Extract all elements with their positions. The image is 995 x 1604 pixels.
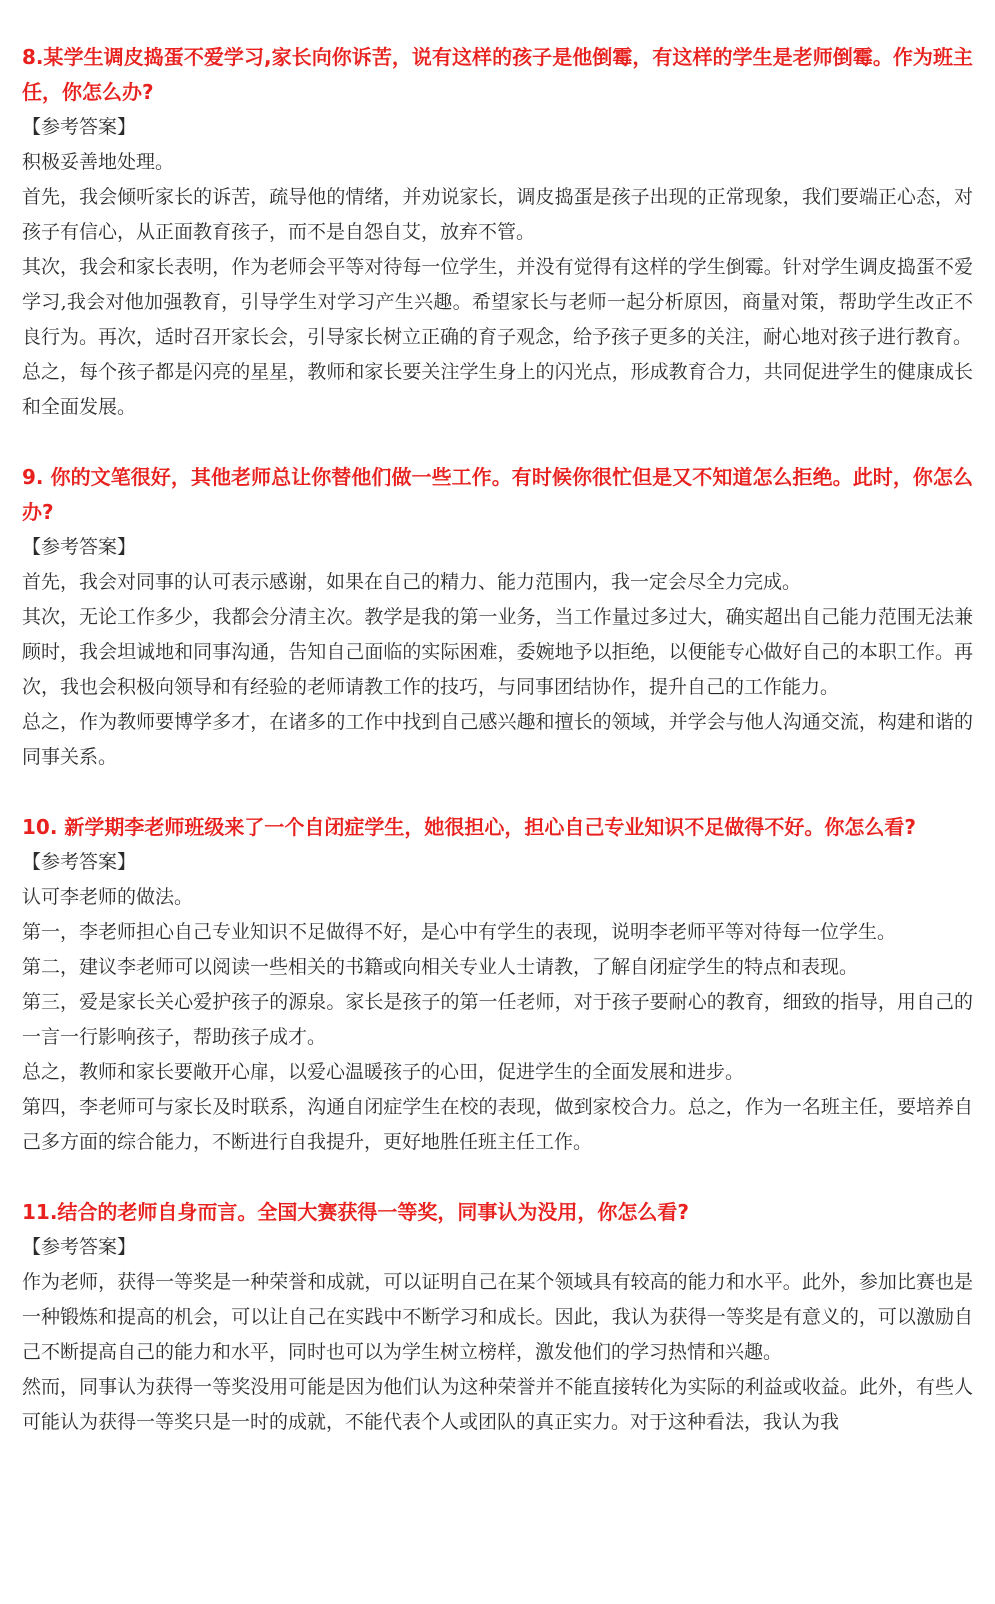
answer-paragraph: 积极妥善地处理。 (22, 151, 175, 173)
answer-paragraph: 首先，我会倾听家长的诉苦，疏导他的情绪，并劝说家长，调皮捣蛋是孩子出现的正常现象，我们要端正心态，对孩子有信心，从正面教育孩子，而不是自怨自艾，放弃不管。 (22, 186, 973, 243)
answer-paragraph: 其次，无论工作多少，我都会分清主次。教学是我的第一业务，当工作量过多过大，确实超出自己能力范围无法兼顾时，我会坦诚地和同事沟通，告知自己面临的实际困难，委婉地予以拒绝，以便能专心做好自己的本职工作。再次，我也会积极向领导和有经验的老师请教工作的技巧，与同事团结协作，提升自己的工作能力。 (22, 606, 973, 698)
answer-label: 【参考答案】 (22, 851, 137, 873)
question-heading: 8.某学生调皮捣蛋不爱学习,家长向你诉苦，说有这样的孩子是他倒霉，有这样的学生是老师倒霉。作为班主任，你怎么办? (22, 45, 973, 104)
answer-label: 【参考答案】 (22, 1236, 137, 1258)
answer-paragraph: 其次，我会和家长表明，作为老师会平等对待每一位学生，并没有觉得有这样的学生倒霉。针对学生调皮捣蛋不爱学习,我会对他加强教育，引导学生对学习产生兴趣。希望家长与老师一起分析原因，商量对策，帮助学生改正不良行为。再次，适时召开家长会，引导家长树立正确的育子观念，给予孩子更多的关注，耐心地对孩子进行教育。 (22, 256, 973, 348)
answer-label: 【参考答案】 (22, 116, 137, 138)
answer-paragraph: 第三，爱是家长关心爱护孩子的源泉。家长是孩子的第一任老师，对于孩子要耐心的教育，细致的指导，用自己的一言一行影响孩子，帮助孩子成才。 (22, 991, 973, 1048)
answer-paragraph: 首先，我会对同事的认可表示感谢，如果在自己的精力、能力范围内，我一定会尽全力完成。 (22, 571, 802, 593)
qa-section-11 (22, 1195, 973, 1440)
answer-paragraph: 认可李老师的做法。 (22, 886, 194, 908)
answer-paragraph: 总之，作为教师要博学多才，在诸多的工作中找到自己感兴趣和擅长的领域，并学会与他人沟通交流，构建和谐的同事关系。 (22, 711, 973, 768)
answer-label: 【参考答案】 (22, 536, 137, 558)
qa-section-10 (22, 810, 973, 1160)
answer-paragraph: 然而，同事认为获得一等奖没用可能是因为他们认为这种荣誉并不能直接转化为实际的利益或收益。此外，有些人可能认为获得一等奖只是一时的成就，不能代表个人或团队的真正实力。对于这种看法，我认为我 (22, 1376, 973, 1433)
answer-paragraph: 第二，建议李老师可以阅读一些相关的书籍或向相关专业人士请教，了解自闭症学生的特点和表现。 (22, 956, 859, 978)
qa-section-8 (22, 40, 973, 425)
answer-paragraph: 第一，李老师担心自己专业知识不足做得不好，是心中有学生的表现，说明李老师平等对待每一位学生。 (22, 921, 897, 943)
question-heading: 10. 新学期李老师班级来了一个自闭症学生，她很担心，担心自己专业知识不足做得不好。你怎么看? (22, 815, 916, 839)
answer-paragraph: 总之，每个孩子都是闪亮的星星，教师和家长要关注学生身上的闪光点，形成教育合力，共同促进学生的健康成长和全面发展。 (22, 361, 973, 418)
answer-paragraph: 第四，李老师可与家长及时联系，沟通自闭症学生在校的表现，做到家校合力。总之，作为一名班主任，要培养自己多方面的综合能力，不断进行自我提升，更好地胜任班主任工作。 (22, 1096, 973, 1153)
qa-section-9 (22, 460, 973, 775)
question-heading: 9. 你的文笔很好，其他老师总让你替他们做一些工作。有时候你很忙但是又不知道怎么拒绝。此时，你怎么办? (22, 465, 973, 524)
question-heading: 11.结合的老师自身而言。全国大赛获得一等奖，同事认为没用，你怎么看? (22, 1200, 690, 1224)
answer-paragraph: 作为老师，获得一等奖是一种荣誉和成就，可以证明自己在某个领域具有较高的能力和水平。此外，参加比赛也是一种锻炼和提高的机会，可以让自己在实践中不断学习和成长。因此，我认为获得一等奖是有意义的，可以激励自己不断提高自己的能力和水平，同时也可以为学生树立榜样，激发他们的学习热情和兴趣。 (22, 1271, 973, 1363)
answer-paragraph: 总之，教师和家长要敞开心扉，以爱心温暖孩子的心田，促进学生的全面发展和进步。 (22, 1061, 745, 1083)
